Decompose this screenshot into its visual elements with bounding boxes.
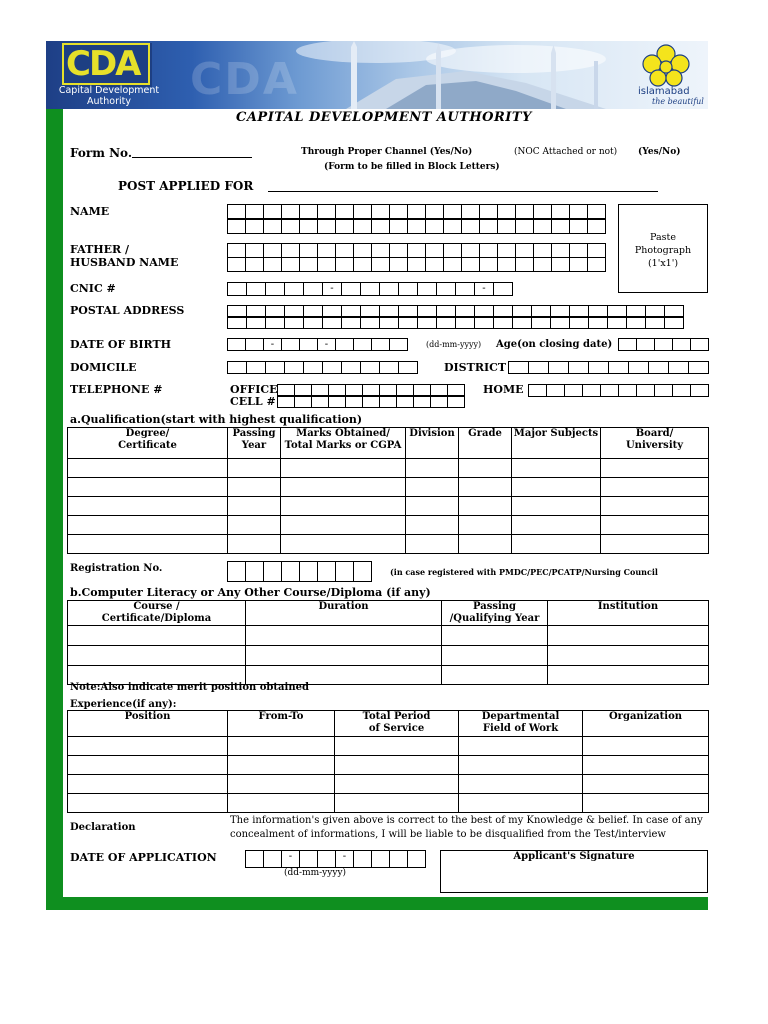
- father-label-line1: FATHER /: [70, 243, 130, 256]
- age-boxes[interactable]: [618, 338, 709, 351]
- home-label: HOME: [483, 383, 524, 396]
- cda-logo-caption: [53, 86, 165, 108]
- through-proper-channel: Through Proper Channel (Yes/No): [301, 147, 473, 157]
- dob-label: DATE OF BIRTH: [70, 338, 172, 351]
- cnic-boxes[interactable]: - -: [227, 282, 513, 296]
- postal-boxes-row2[interactable]: [227, 317, 684, 329]
- form-no-line[interactable]: [132, 157, 252, 158]
- qual-col-board: Board/ University: [601, 428, 709, 459]
- qual-col-passing-year: Passing Year: [228, 428, 281, 459]
- registration-note: (in case registered with PMDC/PEC/PCATP/Nursing Council: [390, 567, 658, 577]
- declaration-label: Declaration: [70, 822, 136, 833]
- name-boxes-row2[interactable]: [227, 219, 606, 234]
- photo-line2: Photograph: [634, 245, 692, 256]
- table-row[interactable]: [68, 497, 709, 516]
- post-applied-line[interactable]: [268, 191, 658, 192]
- table-row[interactable]: [68, 459, 709, 478]
- father-boxes-row2[interactable]: [227, 257, 606, 272]
- domicile-boxes[interactable]: [227, 361, 418, 374]
- name-label: NAME: [70, 205, 110, 218]
- photo-line3: (1'x1'): [647, 258, 679, 269]
- block-letters-note: (Form to be filled in Block Letters): [324, 162, 500, 172]
- course-col-course: Course / Certificate/Diploma: [68, 601, 246, 626]
- qualification-table: [67, 427, 709, 554]
- noc-yes-no: (Yes/No): [638, 147, 681, 157]
- cda-logo-letters: CDA: [66, 44, 140, 84]
- course-col-passing-year: Passing /Qualifying Year: [442, 601, 548, 626]
- noc-attached: (NOC Attached or not): [514, 147, 618, 157]
- dob-boxes[interactable]: - -: [227, 338, 408, 351]
- form-no-label: Form No.: [70, 146, 133, 160]
- telephone-label: TELEPHONE #: [70, 383, 163, 396]
- photo-instructions: [618, 231, 708, 270]
- cell-label: CELL #: [230, 395, 276, 408]
- exp-col-total-period: Total Period of Service: [335, 711, 459, 737]
- declaration-text-line1: The information's given above is correct to the best of my Knowledge & belief. In case of any: [230, 815, 703, 826]
- green-border-left: [46, 109, 63, 910]
- islamabad-logo-text: islamabad: [638, 86, 690, 97]
- district-label: DISTRICT: [444, 361, 507, 374]
- registration-boxes[interactable]: [227, 561, 372, 582]
- table-row[interactable]: [68, 626, 709, 646]
- experience-heading: Experience(if any):: [70, 699, 177, 710]
- cell-phone-boxes[interactable]: [277, 396, 465, 408]
- islamabad-flower-icon: [638, 44, 694, 88]
- exp-col-field-of-work: Departmental Field of Work: [459, 711, 583, 737]
- table-row[interactable]: [68, 646, 709, 666]
- office-phone-boxes[interactable]: [277, 384, 465, 396]
- office-label: OFFICE: [230, 383, 278, 396]
- qual-col-division: Division: [406, 428, 459, 459]
- experience-table: [67, 710, 709, 813]
- merit-note: Note:Also indicate merit position obtained: [70, 682, 309, 693]
- table-row[interactable]: [68, 478, 709, 497]
- table-row[interactable]: [68, 794, 709, 813]
- cnic-label: CNIC #: [70, 282, 116, 295]
- form-title: CAPITAL DEVELOPMENT AUTHORITY: [236, 110, 532, 125]
- exp-col-position: Position: [68, 711, 228, 737]
- qual-col-major-subjects: Major Subjects: [512, 428, 601, 459]
- qualification-heading: a.Qualification(start with highest qualification): [70, 413, 363, 426]
- father-boxes-row1[interactable]: [227, 243, 606, 258]
- date-of-application-label: DATE OF APPLICATION: [70, 851, 217, 864]
- application-date-boxes[interactable]: - -: [245, 850, 426, 868]
- father-label-line2: HUSBAND NAME: [70, 256, 179, 269]
- exp-col-from-to: From-To: [228, 711, 335, 737]
- table-row[interactable]: [68, 775, 709, 794]
- green-border-bottom: [46, 897, 708, 910]
- photo-line1: Paste: [650, 232, 676, 243]
- declaration-text-line2: concealment of informations, I will be liable to be disqualified from the Test/interview: [230, 829, 666, 840]
- domicile-label: DOMICILE: [70, 361, 137, 374]
- dob-format-hint: (dd-mm-yyyy): [426, 340, 482, 349]
- qual-col-grade: Grade: [459, 428, 512, 459]
- computer-literacy-table: [67, 600, 709, 685]
- logo-caption-line2: Authority: [87, 95, 131, 107]
- postal-address-label: POSTAL ADDRESS: [70, 304, 185, 317]
- cda-watermark: CDA: [190, 54, 299, 105]
- logo-caption-line1: Capital Development: [58, 85, 160, 96]
- home-phone-boxes[interactable]: [528, 384, 709, 397]
- course-col-institution: Institution: [548, 601, 709, 626]
- qual-col-degree: Degree/ Certificate: [68, 428, 228, 459]
- postal-boxes-row1[interactable]: [227, 305, 684, 317]
- table-row[interactable]: [68, 756, 709, 775]
- computer-literacy-heading: b.Computer Literacy or Any Other Course/Diploma (if any): [70, 586, 431, 599]
- exp-col-organization: Organization: [583, 711, 709, 737]
- qual-col-marks: Marks Obtained/ Total Marks or CGPA: [281, 428, 406, 459]
- application-date-hint: (dd-mm-yyyy): [284, 868, 347, 878]
- table-row[interactable]: [68, 535, 709, 554]
- islamabad-tagline: the beautiful: [652, 97, 704, 106]
- course-col-duration: Duration: [246, 601, 442, 626]
- district-boxes[interactable]: [508, 361, 709, 374]
- registration-label: Registration No.: [70, 563, 163, 574]
- post-applied-label: POST APPLIED FOR: [118, 179, 254, 193]
- table-row[interactable]: [68, 737, 709, 756]
- applicant-signature-label: Applicant's Signature: [513, 851, 635, 862]
- name-boxes-row1[interactable]: [227, 204, 606, 219]
- age-label: Age(on closing date): [496, 339, 613, 350]
- table-row[interactable]: [68, 516, 709, 535]
